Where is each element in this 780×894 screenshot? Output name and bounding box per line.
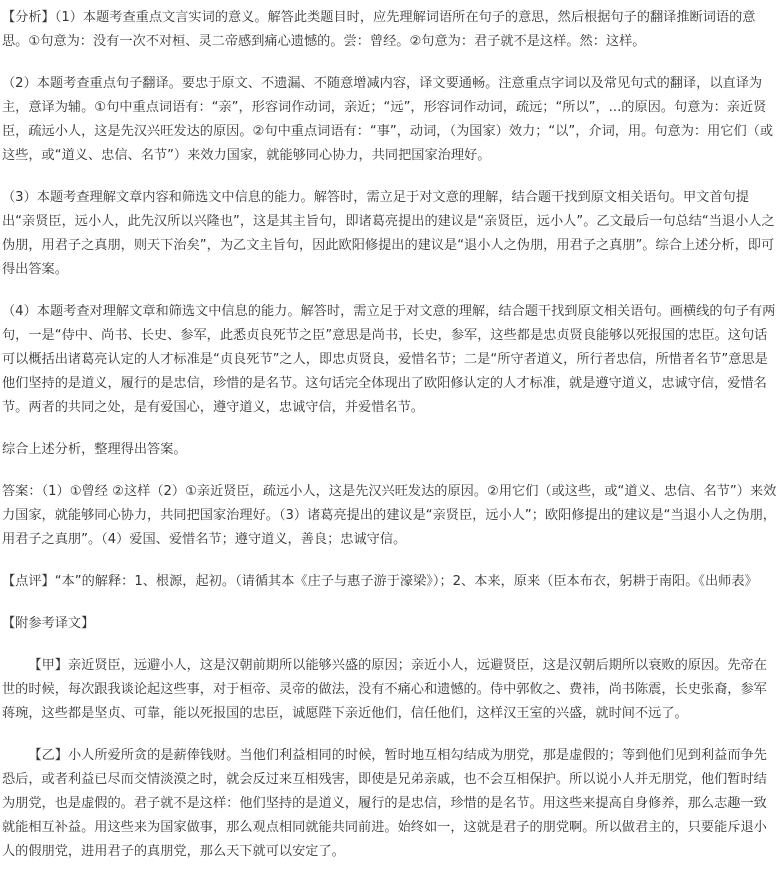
summary-line: 综合上述分析，整理得出答案。 xyxy=(2,442,187,457)
translation-yi: 【乙】小人所爱所贪的是薪俸钱财。当他们利益相同的时候，暂时地互相勾结成为朋党，那是虚假的；等到他们见到利益而争先恐后，或者利益已尽而交情淡漠之时，就会反过来互相残害，即使是兄弟亲戚，也不会互相保护。所以说小人并无朋党，他们暂时结为朋党，也是虚假的。君子就不是这样：他们坚持的是道义，履行的是忠信，珍惜的是名节。用这些来提高自身修养，那么志趣一致就能相互补益。用这些来为国家做事，那么观点相同就能共同前进。始终如一，这就是君子的朋党啊。所以做君主的，只要能斥退小人的假朋党，进用君子的真朋党，那么天下就可以安定了。 xyxy=(2,748,767,859)
analysis-paragraph-4: （4）本题考查对理解文章和筛选文中信息的能力。解答时，需立足于对文意的理解，结合题干找到原文相关语句。画横线的句子有两句，一是“侍中、尚书、长史、参军，此悉贞良死节之臣”意思是尚书，长史，参军，这些都是忠贞贤良能够以死报国的忠臣。这句话可以概括出诸葛亮认定的人才标准是“贞良死节”之人，即忠贞贤良，爱惜名节；二是“所守者道义，所行者忠信，所惜者名节”意思是他们坚持的是道义，履行的是忠信，珍惜的是名节。这句话完全体现出了欧阳修认定的人才标准，就是遵守道义，忠诚守信，爱惜名节。两者的共同之处，是有爱国心，遵守道义，忠诚守信，并爱惜名节。 xyxy=(2,304,776,415)
answer-paragraph: 答案：（1）①曾经 ②这样（2）①亲近贤臣，疏远小人，这是先汉兴旺发达的原因。②用它们（或这些，或“道义、忠信、名节”）来效力国家，就能够同心协力，共同把国家治理好。（3）诸葛亮提出的建议是“亲贤臣，远小人”；欧阳修提出的建议是“当退小人之伪朋，用君子之真朋”。（4）爱国、爱惜名节；遵守道义，善良；忠诚守信。 xyxy=(2,484,777,547)
analysis-paragraph-2: （2）本题考查重点句子翻译。要忠于原文、不遗漏、不随意增减内容，译文要通畅。注意重点字词以及常见句式的翻译，以直译为主，意译为辅。①句中重点词语有：“亲”，形容词作动词，亲近；“远”，形容词作动词，疏远；“所以”，...的原因。句意为：亲近贤臣，疏远小人，这是先汉兴旺发达的原因。②句中重点词语有：“事”，动词，（为国家）效力；“以”，介词，用。句意为：用它们（或这些，或“道义、忠信、名节”）来效力国家，就能够同心协力，共同把国家治理好。 xyxy=(2,76,774,163)
translation-heading: 【附参考译文】 xyxy=(2,616,95,631)
comment-paragraph: 【点评】“本”的解释：1、根源，起初。（请循其本《庄子与惠子游于濠梁》）；2、本来，原来（臣本布衣，躬耕于南阳。《出师表》 xyxy=(2,574,758,589)
translation-jia: 【甲】亲近贤臣，远避小人，这是汉朝前期所以能够兴盛的原因；亲近小人，远避贤臣，这是汉朝后期所以衰败的原因。先帝在世的时候，每次跟我谈论起这些事，对于桓帝、灵帝的做法，没有不痛心和遗憾的。侍中郭攸之、费祎，尚书陈震，长史张裔，参军蒋琬，这些都是坚贞、可靠，能以死报国的忠臣，诚愿陛下亲近他们，信任他们，这样汉王室的兴盛，就时间不远了。 xyxy=(2,658,767,721)
analysis-paragraph-1: 【分析】（1）本题考查重点文言实词的意义。解答此类题目时，应先理解词语所在句子的意思，然后根据句子的翻译推断词语的意思。①句意为：没有一次不对桓、灵二帝感到痛心遗憾的。尝：曾经。②句意为：君子就不是这样。然：这样。 xyxy=(2,10,756,49)
analysis-paragraph-3: （3）本题考查理解文章内容和筛选文中信息的能力。解答时，需立足于对文意的理解，结合题干找到原文相关语句。甲文首句提出“亲贤臣，远小人，此先汉所以兴隆也”，这是其主旨句，即诸葛亮提出的建议是“亲贤臣，远小人”。乙文最后一句总结“当退小人之伪朋，用君子之真朋，则天下治矣”，为乙文主旨句，因此欧阳修提出的建议是“退小人之伪朋，用君子之真朋”。综合上述分析，即可得出答案。 xyxy=(2,190,775,277)
document-body xyxy=(2,6,778,864)
